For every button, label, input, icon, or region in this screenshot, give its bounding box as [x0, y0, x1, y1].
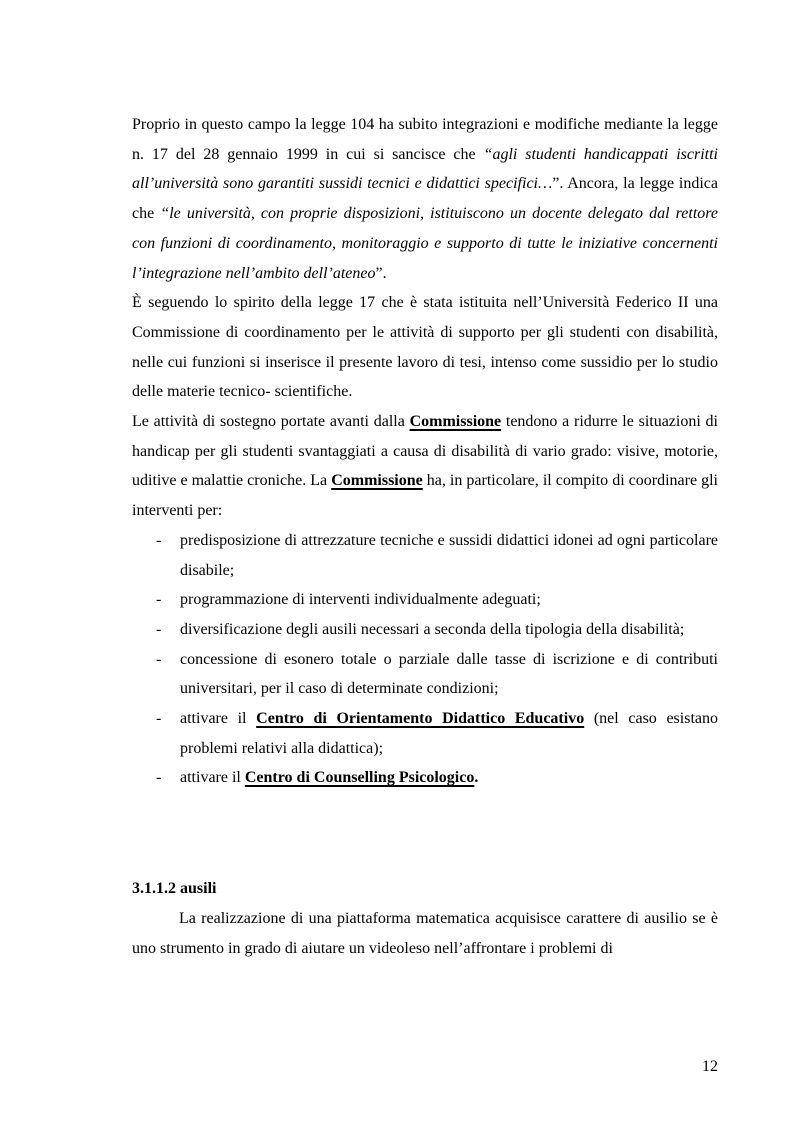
- quote-universita-docente-delegato: “le università, con proprie disposizioni, istituiscono un docente delegato dal rettore con funzioni di coordinamento, monitoraggio e supporto di tutte le iniziative concernenti l’integrazione nell’ambito dell’ateneo: [132, 205, 718, 282]
- list-item: [132, 763, 718, 793]
- paragraph1-text-3: ”.: [375, 264, 387, 282]
- paragraph3-text-3: ha, in particolare, il compito di coordinare gli interventi per:: [132, 472, 719, 520]
- page-number: 12: [702, 1058, 718, 1075]
- paragraph-attivita-sostegno: [132, 407, 718, 526]
- list-dash: -: [156, 591, 162, 609]
- paragraph1-text-1: Proprio in questo campo la legge 104 ha subito integrazioni e modifiche mediante la legge n. 17 del 28 gennaio 1999 in cui si sancisce che: [132, 116, 718, 163]
- list-dash: -: [156, 769, 162, 787]
- list-item-text: diversificazione degli ausili necessari a seconda della tipologia della disabilità;: [180, 620, 685, 638]
- list-item: [132, 615, 718, 645]
- list-dash: -: [156, 620, 162, 638]
- list-item-text: (nel caso esistano problemi relativi alla didattica);: [180, 710, 718, 757]
- list-item-text: predisposizione di attrezzature tecniche e sussidi didattici idonei ad ogni particolare disabile;: [180, 531, 718, 579]
- paragraph3-text-1: Le attività di sostegno portate avanti dalla: [132, 413, 410, 431]
- list-dash: -: [156, 650, 162, 668]
- paragraph-commissione-federico-ii: È seguendo lo spirito della legge 17 che è stata istituita nell’Università Federico II una Commissione di coordinamento per le attività di supporto per gli studenti con disabilità, nelle cui funzioni si inserisce il presente lavoro di tesi, intenso come sussidio per lo studio delle materie tecnico- scientifiche.: [132, 294, 718, 401]
- list-item-text: attivare il: [180, 769, 245, 787]
- quote-studenti-handicappati: “agli studenti handicappati iscritti all’università sono garantiti sussidi tecnici e didattici specifici…: [132, 145, 718, 193]
- commissione-link-1[interactable]: Commissione: [409, 413, 502, 431]
- paragraph3-text-2: tendono a ridurre le situazioni di handicap per gli studenti svantaggiati a causa di disabilità di vario grado: visive, motorie, uditive e malattie croniche. La: [132, 413, 718, 490]
- list-item-text: attivare il: [180, 710, 257, 728]
- paragraph1-text-2: ”. Ancora, la legge indica che: [132, 175, 719, 223]
- list-item-text: programmazione di interventi individualmente adeguati;: [180, 591, 541, 609]
- centro-counselling-link[interactable]: Centro di Counselling Psicologico: [244, 769, 475, 787]
- list-dash: -: [156, 531, 162, 549]
- list-item: [132, 645, 718, 704]
- paragraph-legge-17: [132, 110, 718, 288]
- list-item: [132, 585, 718, 615]
- list-item: [132, 704, 718, 763]
- interventi-list: [132, 526, 718, 793]
- section-heading: 3.1.1.2 ausili: [132, 880, 217, 897]
- commissione-link-2[interactable]: Commissione: [331, 472, 423, 490]
- list-dash: -: [156, 710, 162, 728]
- list-item-text: .: [474, 769, 479, 787]
- list-item-text: concessione di esonero totale o parziale dalle tasse di iscrizione e di contributi universitari, per il caso di determinate condizioni;: [180, 650, 718, 698]
- list-item: [132, 526, 718, 585]
- centro-orientamento-link[interactable]: Centro di Orientamento Didattico Educativo: [256, 710, 585, 728]
- main-text-block: [132, 110, 718, 793]
- section-paragraph: La realizzazione di una piattaforma matematica acquisisce carattere di ausilio se è uno strumento in grado di aiutare un videoleso nell’affrontare i problemi di: [132, 910, 718, 957]
